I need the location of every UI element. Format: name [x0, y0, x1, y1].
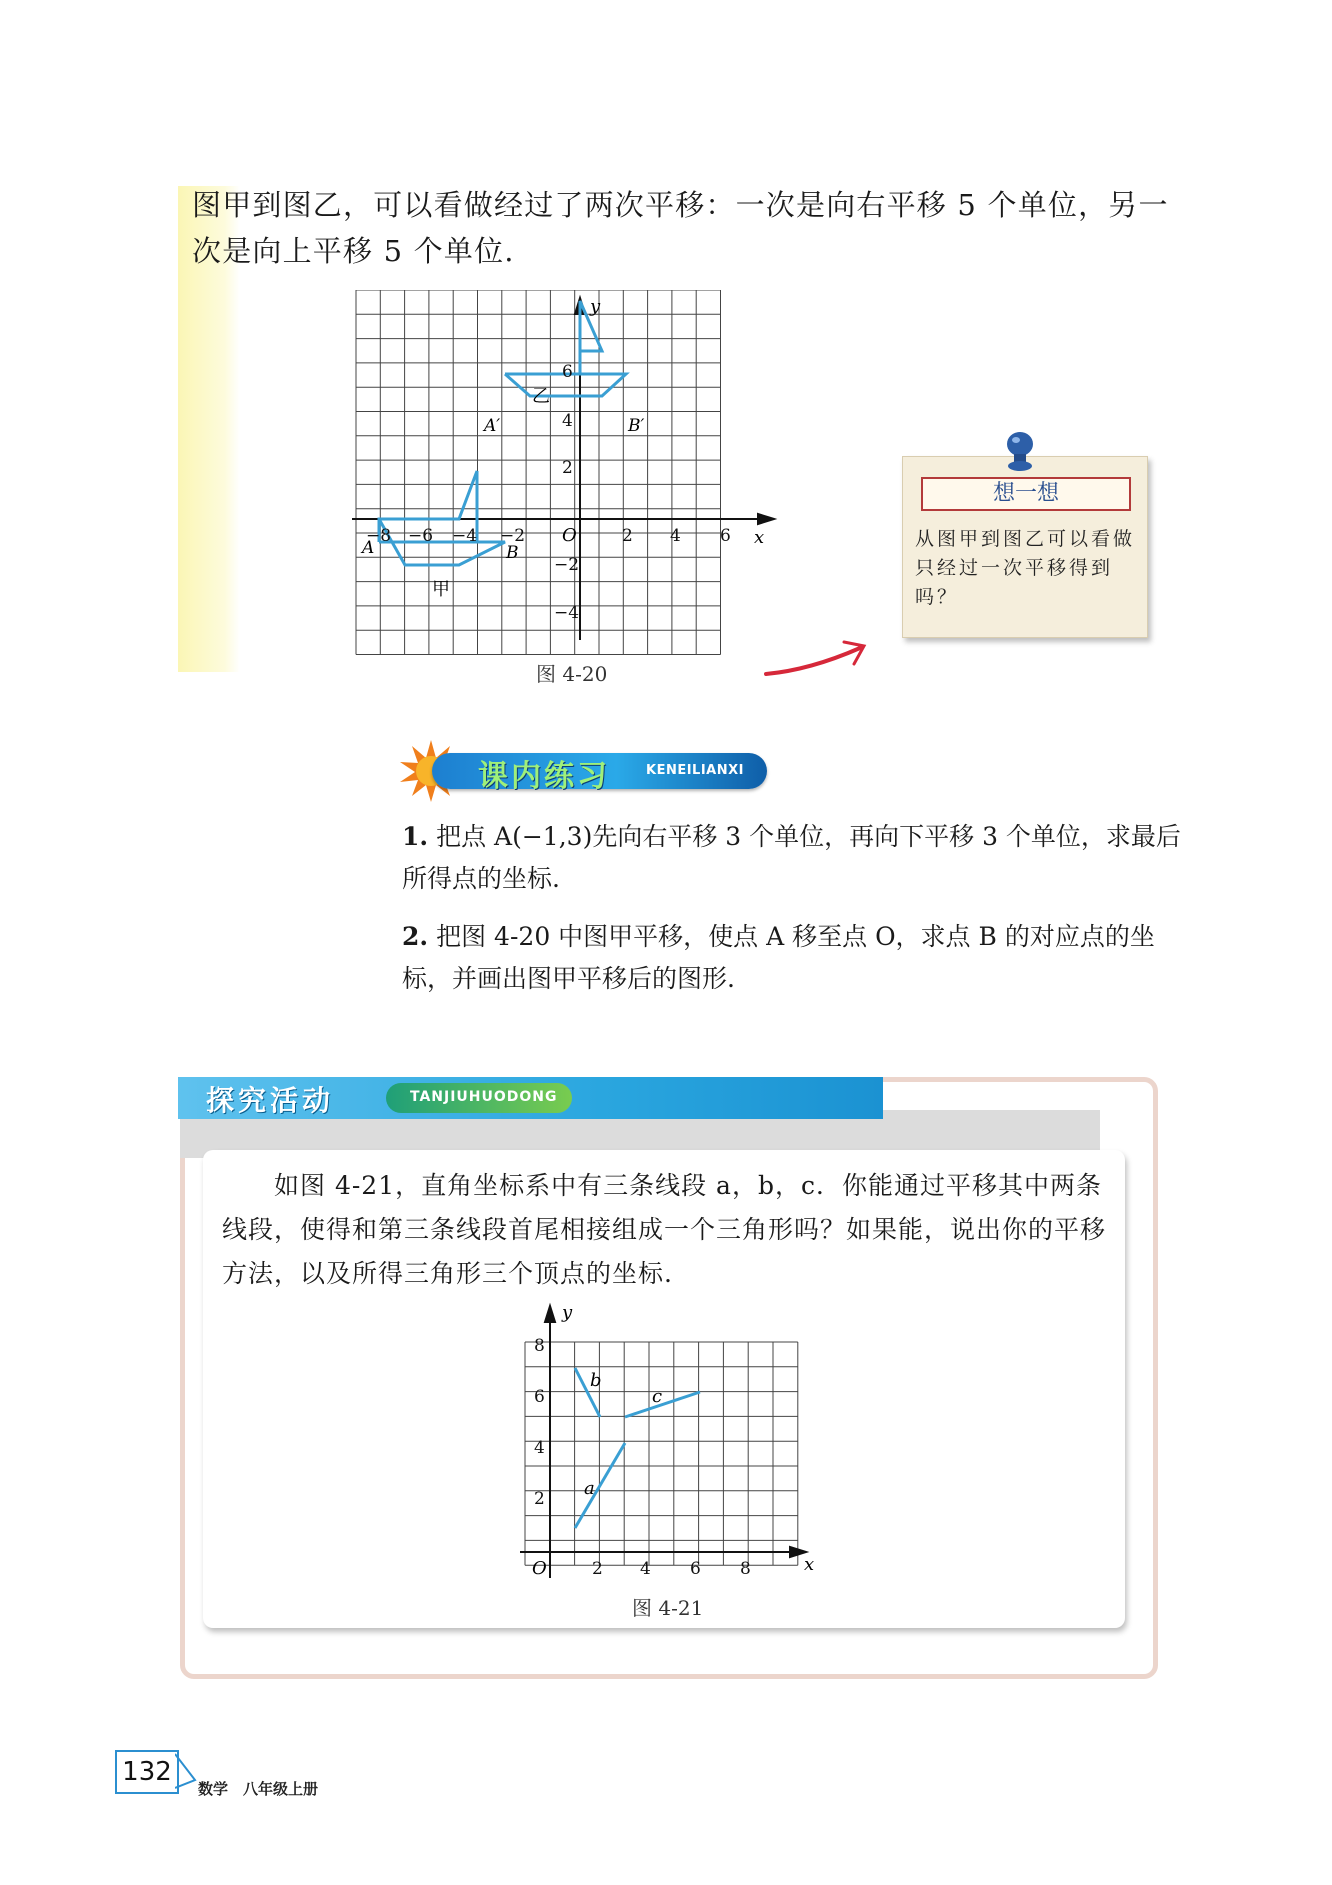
footer-book-title: 数学 八年级上册 [198, 1780, 319, 1798]
y-tick: −2 [554, 555, 580, 575]
origin-label: O [532, 1558, 547, 1579]
x-tick: −2 [500, 526, 526, 546]
fig2-grid [525, 1342, 798, 1565]
y-tick: 2 [562, 458, 573, 478]
explore-subtitle-tag [386, 1083, 572, 1113]
point-label-B: B [506, 543, 519, 563]
pushpin-icon [1000, 430, 1040, 476]
arrow-icon [760, 630, 880, 680]
exercise-2 [402, 916, 1192, 1000]
y-tick: 6 [562, 362, 573, 382]
figure-4-21 [510, 1300, 820, 1600]
exercise-text: 把图 4-20 中图甲平移，使点 A 移至点 O，求点 B 的对应点的坐标，并画出图甲平移后的图形. [402, 922, 1155, 993]
fig1-y-ticks [554, 362, 579, 623]
practice-banner [432, 753, 767, 794]
x-tick: −4 [452, 526, 478, 546]
x-axis-label: x [804, 1554, 815, 1575]
explore-subtitle: TANJIUHUODONG [410, 1089, 558, 1105]
segment-label-b: b [590, 1370, 602, 1391]
y-tick: 4 [534, 1438, 545, 1458]
think-note-body: 从图甲到图乙可以看做只经过一次平移得到吗？ [915, 528, 1136, 608]
x-tick: −6 [408, 526, 434, 546]
fig2-y-ticks [534, 1336, 545, 1509]
page-tab-icon [175, 1752, 199, 1792]
x-tick: −8 [366, 526, 392, 546]
x-tick: 2 [622, 526, 633, 546]
intro-paragraph: 图甲到图乙，可以看做经过了两次平移：一次是向右平移 5 个单位，另一次是向上平移 5 个单位. [192, 188, 1169, 268]
y-tick: −4 [554, 603, 580, 623]
page-number: 132 [115, 1750, 179, 1794]
figure-4-21-caption: 图 4-21 [632, 1596, 704, 1620]
exercise-1 [402, 816, 1192, 900]
exercise-number: 2. [402, 922, 429, 951]
x-tick: 8 [740, 1559, 751, 1579]
fig2-axes [520, 1306, 806, 1578]
exercise-number: 1. [402, 822, 429, 851]
x-tick: 4 [670, 526, 681, 546]
x-tick: 6 [690, 1559, 701, 1579]
point-label-A: A [362, 538, 375, 558]
shape-label-yi: 乙 [532, 386, 550, 407]
shape-label-jia: 甲 [432, 579, 450, 600]
x-tick: 2 [592, 1559, 603, 1579]
explore-paragraph: 如图 4-21，直角坐标系中有三条线段 a，b，c．你能通过平移其中两条线段，使得和第三条线段首尾相接组成一个三角形吗？如果能，说出你的平移方法，以及所得三角形三个顶点的坐标. [222, 1171, 1107, 1288]
segment-label-c: c [652, 1386, 663, 1407]
explore-title: 探究活动 [206, 1084, 335, 1117]
practice-subtitle: KENEILIANXI [646, 763, 744, 778]
y-tick: 4 [562, 411, 573, 431]
figure-4-20-caption: 图 4-20 [536, 662, 608, 686]
x-tick: 4 [640, 1559, 651, 1579]
exercise-text: 把点 A(−1,3)先向右平移 3 个单位，再向下平移 3 个单位，求最后所得点的坐标. [402, 822, 1181, 893]
y-tick: 2 [534, 1489, 545, 1509]
x-tick: 6 [720, 526, 731, 546]
fig1-x-ticks [366, 526, 731, 546]
segment-c [625, 1392, 700, 1417]
y-tick: 6 [534, 1387, 545, 1407]
x-axis-label: x [754, 527, 765, 548]
think-note-title: 想一想 [921, 477, 1131, 511]
fig2-x-ticks [592, 1559, 751, 1579]
segment-label-a: a [584, 1478, 595, 1499]
figure-4-20 [340, 290, 780, 660]
point-label-A-prime: A′ [484, 416, 501, 436]
y-axis-label: y [590, 296, 601, 317]
point-label-B-prime: B′ [628, 416, 645, 436]
origin-label: O [562, 525, 577, 546]
think-note [902, 456, 1148, 638]
fig1-grid [356, 290, 721, 655]
y-axis-label: y [562, 1302, 573, 1323]
practice-title: 课内练习 [478, 759, 610, 794]
y-tick: 8 [534, 1336, 545, 1356]
